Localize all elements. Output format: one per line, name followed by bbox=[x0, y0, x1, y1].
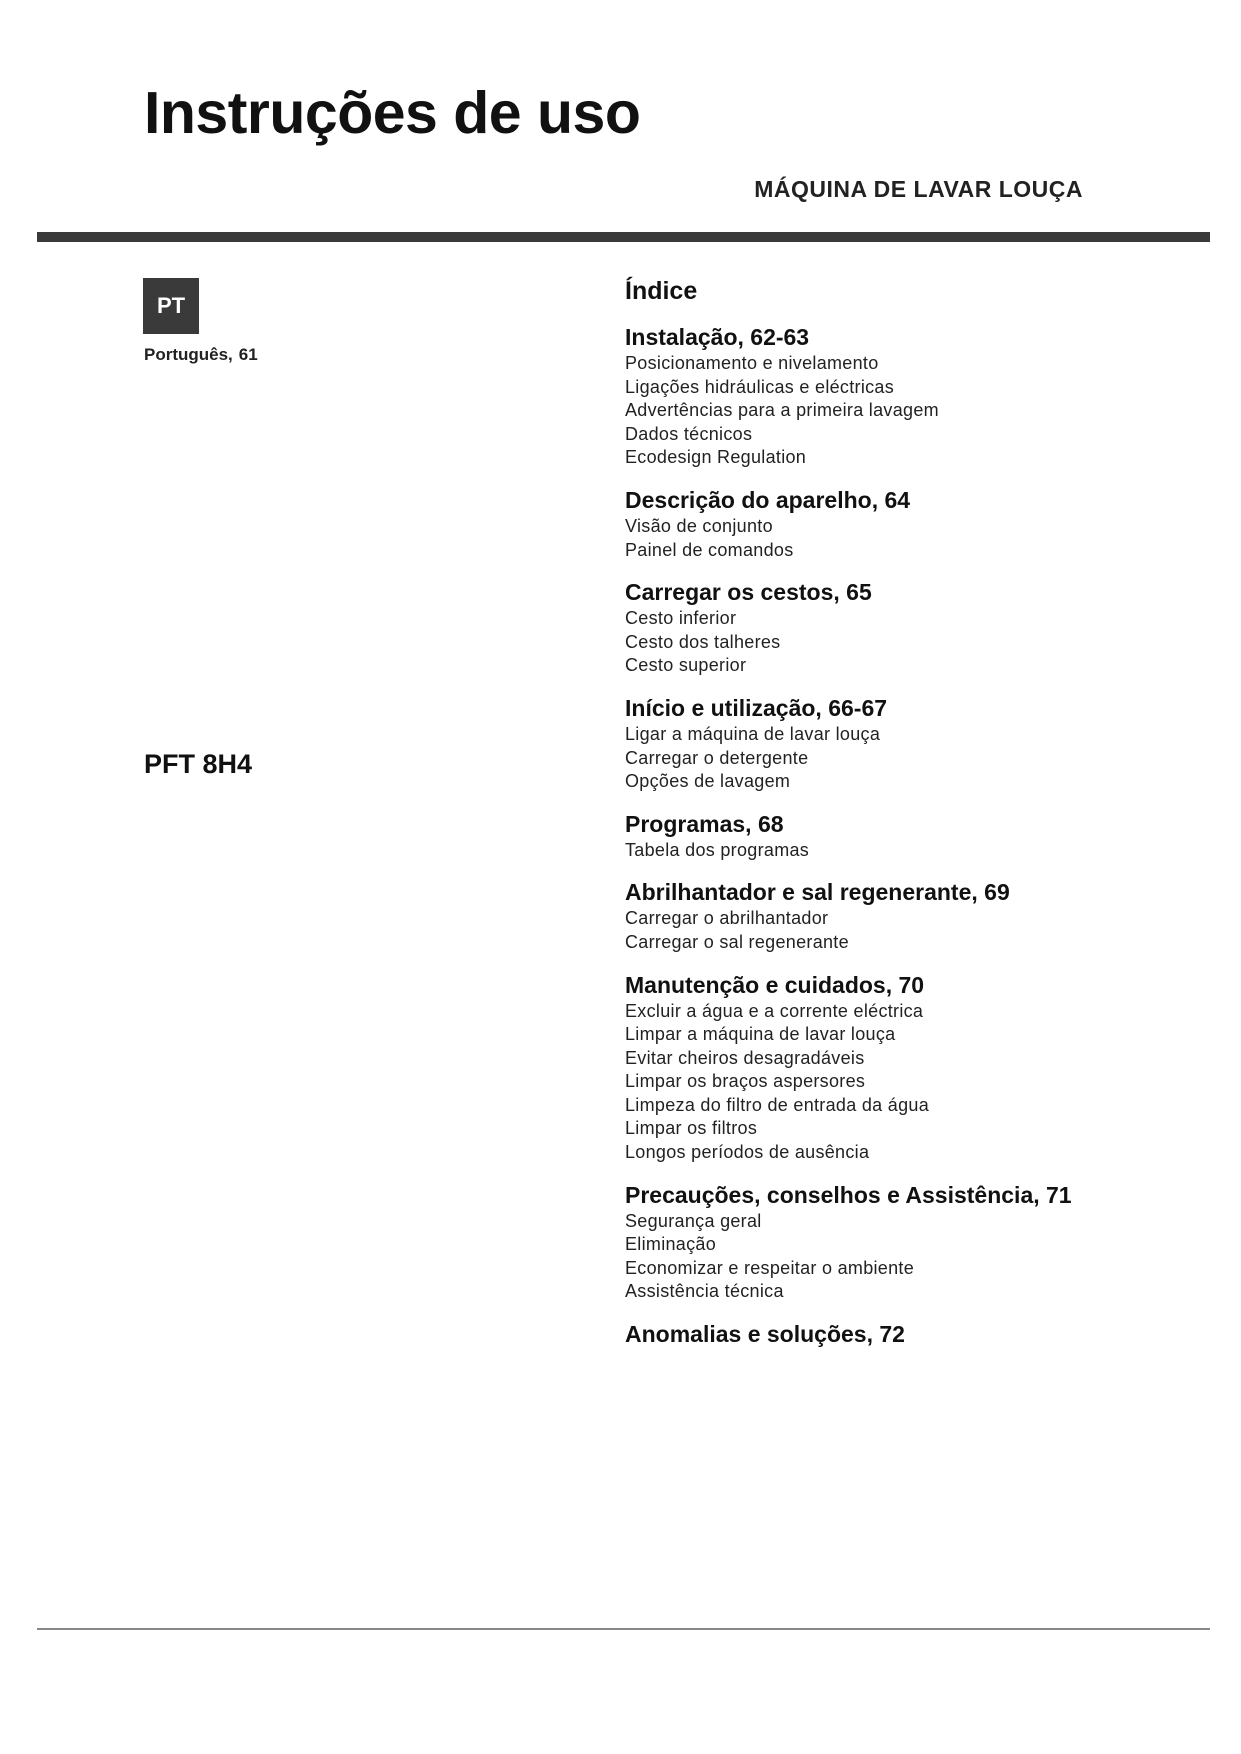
toc-item: Painel de comandos bbox=[625, 539, 794, 560]
language-name: Português, bbox=[144, 345, 233, 364]
language-entry bbox=[144, 345, 258, 365]
toc-sections bbox=[625, 322, 1215, 1349]
toc-item: Carregar o abrilhantador bbox=[625, 908, 829, 929]
toc-item: Longos períodos de ausência bbox=[625, 1142, 870, 1163]
toc-item: Ligações hidráulicas e eléctricas bbox=[625, 376, 895, 397]
toc-section-heading: Abrilhantador e sal regenerante, 69 bbox=[625, 879, 1010, 906]
toc-item: Ligar a máquina de lavar louça bbox=[625, 723, 881, 744]
toc-item: Segurança geral bbox=[625, 1210, 762, 1231]
toc-section bbox=[625, 970, 1215, 1165]
toc-item: Dados técnicos bbox=[625, 423, 753, 444]
toc-section bbox=[625, 485, 1215, 562]
toc-section bbox=[625, 1319, 1215, 1349]
toc-section bbox=[625, 693, 1215, 794]
toc-item: Limpar os filtros bbox=[625, 1118, 758, 1139]
toc-section bbox=[625, 322, 1215, 470]
model-name: PFT 8H4 bbox=[144, 749, 253, 779]
toc-item: Excluir a água e a corrente eléctrica bbox=[625, 1000, 924, 1021]
toc-item: Opções de lavagem bbox=[625, 771, 791, 792]
toc-item: Cesto inferior bbox=[625, 608, 737, 629]
product-type: MÁQUINA DE LAVAR LOUÇA bbox=[754, 176, 1083, 202]
toc-item: Ecodesign Regulation bbox=[625, 447, 807, 468]
language-badge: PT bbox=[143, 278, 199, 334]
toc-item: Limpeza do filtro de entrada da água bbox=[625, 1094, 930, 1115]
toc-item: Limpar a máquina de lavar louça bbox=[625, 1024, 896, 1045]
toc-item: Limpar os braços aspersores bbox=[625, 1071, 866, 1092]
toc-item: Advertências para a primeira lavagem bbox=[625, 400, 939, 421]
language-page: 61 bbox=[238, 345, 258, 364]
toc-section-heading: Precauções, conselhos e Assistência, 71 bbox=[625, 1181, 1072, 1208]
header-divider bbox=[37, 232, 1210, 242]
toc-item: Evitar cheiros desagradáveis bbox=[625, 1047, 865, 1068]
toc-section bbox=[625, 1180, 1215, 1304]
toc-item: Economizar e respeitar o ambiente bbox=[625, 1257, 915, 1278]
toc-item: Posicionamento e nivelamento bbox=[625, 353, 879, 373]
toc-item: Cesto dos talheres bbox=[625, 631, 781, 652]
toc-title: Índice bbox=[625, 277, 698, 305]
toc-section bbox=[625, 577, 1215, 678]
toc-item: Tabela dos programas bbox=[625, 839, 810, 860]
toc-section bbox=[625, 877, 1215, 954]
toc-item: Assistência técnica bbox=[625, 1281, 784, 1302]
toc-section-heading: Programas, 68 bbox=[625, 810, 784, 837]
toc-item: Eliminação bbox=[625, 1234, 717, 1255]
toc-section-heading: Anomalias e soluções, 72 bbox=[625, 1321, 905, 1348]
toc-item: Carregar o sal regenerante bbox=[625, 931, 849, 952]
toc-section-heading: Instalação, 62-63 bbox=[625, 324, 810, 350]
toc-section-heading: Descrição do aparelho, 64 bbox=[625, 486, 911, 513]
toc-section-heading: Carregar os cestos, 65 bbox=[625, 579, 872, 606]
toc-item: Cesto superior bbox=[625, 655, 747, 676]
toc-item: Carregar o detergente bbox=[625, 747, 809, 768]
toc-section bbox=[625, 809, 1215, 863]
toc-section-heading: Manutenção e cuidados, 70 bbox=[625, 971, 925, 998]
toc-section-heading: Início e utilização, 66-67 bbox=[625, 694, 888, 721]
table-of-contents bbox=[625, 277, 1215, 1364]
footer-divider bbox=[37, 1628, 1210, 1630]
page-title: Instruções de uso bbox=[144, 80, 641, 146]
toc-item: Visão de conjunto bbox=[625, 515, 773, 536]
